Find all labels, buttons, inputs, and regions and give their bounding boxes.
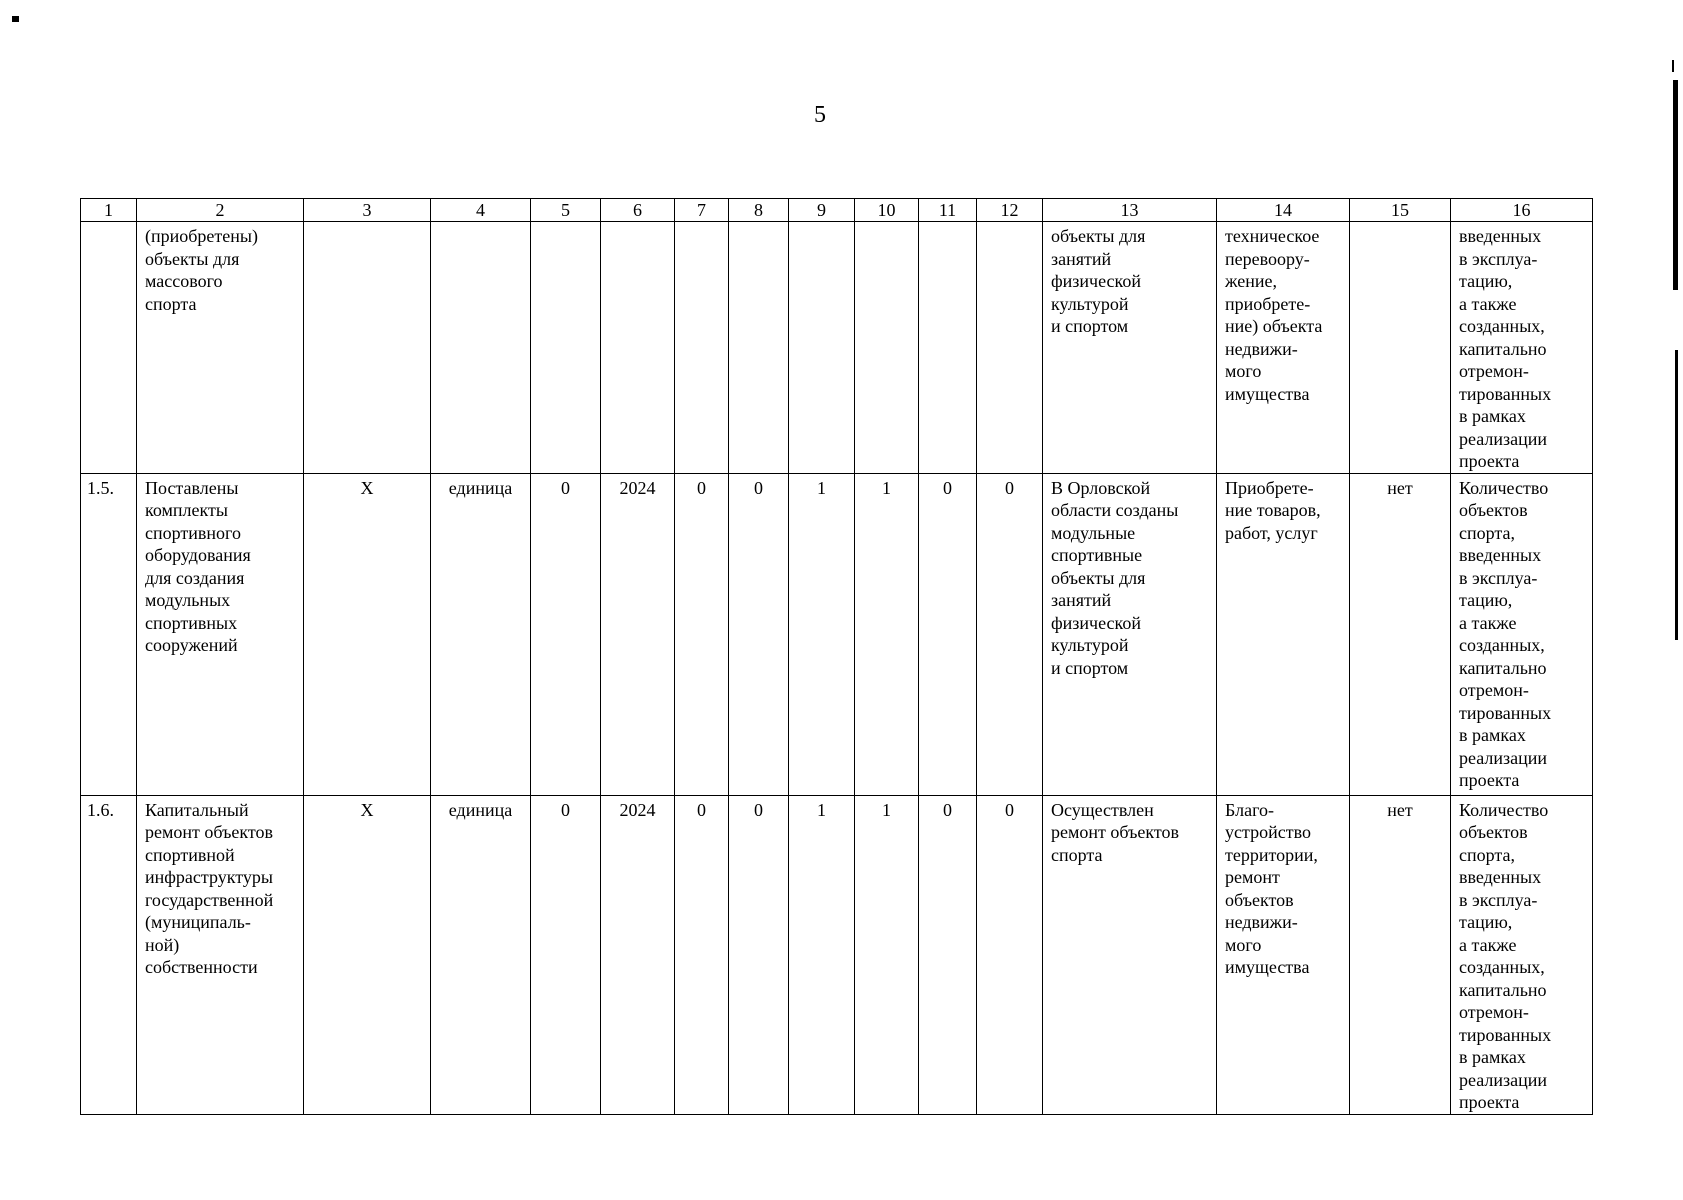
column-header: 3 bbox=[304, 199, 431, 222]
cell-col15 bbox=[1350, 222, 1451, 474]
cell-col9 bbox=[789, 222, 855, 474]
unit-cell: единица bbox=[431, 473, 531, 795]
cell-col11 bbox=[919, 222, 977, 474]
row-number: 1.5. bbox=[81, 473, 137, 795]
column-header: 6 bbox=[601, 199, 675, 222]
column-header: 4 bbox=[431, 199, 531, 222]
indicator-cell: Количество объектов спорта, введенных в эксплуа- тацию, а также созданных, капитально отремон- тированных в рамках реализации проекта bbox=[1451, 795, 1593, 1114]
row-number: 1.6. bbox=[81, 795, 137, 1114]
cell-col5 bbox=[531, 222, 601, 474]
cell-col10 bbox=[855, 222, 919, 474]
result-cell: В Орловской области созданы модульные спортивные объекты для занятий физической культурой и спортом bbox=[1043, 473, 1217, 795]
column-header: 15 bbox=[1350, 199, 1451, 222]
column-header: 11 bbox=[919, 199, 977, 222]
result-cell: Осуществлен ремонт объектов спорта bbox=[1043, 795, 1217, 1114]
type-cell: техническое перевоору- жение, приобрете- ние) объекта недвижи- мого имущества bbox=[1217, 222, 1350, 474]
cell-col8: 0 bbox=[729, 473, 789, 795]
column-header: 9 bbox=[789, 199, 855, 222]
type-cell: Благо- устройство территории, ремонт объектов недвижи- мого имущества bbox=[1217, 795, 1350, 1114]
column-header: 10 bbox=[855, 199, 919, 222]
cell-col9: 1 bbox=[789, 473, 855, 795]
type-cell: Приобрете- ние товаров, работ, услуг bbox=[1217, 473, 1350, 795]
cell-col7: 0 bbox=[675, 795, 729, 1114]
column-header: 1 bbox=[81, 199, 137, 222]
cell-col3: X bbox=[304, 795, 431, 1114]
item-name: Поставлены комплекты спортивного оборудования для создания модульных спортивных сооружений bbox=[137, 473, 304, 795]
cell-col6: 2024 bbox=[601, 795, 675, 1114]
cell-col11: 0 bbox=[919, 795, 977, 1114]
scan-mark-right-1 bbox=[1672, 60, 1674, 72]
unit-cell bbox=[431, 222, 531, 474]
cell-col15: нет bbox=[1350, 473, 1451, 795]
cell-col8: 0 bbox=[729, 795, 789, 1114]
scan-mark-top-left bbox=[12, 16, 19, 22]
unit-cell: единица bbox=[431, 795, 531, 1114]
cell-col12 bbox=[977, 222, 1043, 474]
cell-col9: 1 bbox=[789, 795, 855, 1114]
indicator-cell: Количество объектов спорта, введенных в эксплуа- тацию, а также созданных, капитально отремон- тированных в рамках реализации проекта bbox=[1451, 473, 1593, 795]
table-row bbox=[81, 795, 1593, 1114]
column-header: 2 bbox=[137, 199, 304, 222]
cell-col15: нет bbox=[1350, 795, 1451, 1114]
cell-col5: 0 bbox=[531, 473, 601, 795]
indicator-cell: введенных в эксплуа- тацию, а также созданных, капитально отремон- тированных в рамках реализации проекта bbox=[1451, 222, 1593, 474]
cell-col6 bbox=[601, 222, 675, 474]
cell-col10: 1 bbox=[855, 473, 919, 795]
column-header: 12 bbox=[977, 199, 1043, 222]
column-header: 16 bbox=[1451, 199, 1593, 222]
scan-mark-right-2 bbox=[1673, 80, 1678, 290]
cell-col11: 0 bbox=[919, 473, 977, 795]
scan-mark-right-3 bbox=[1675, 350, 1678, 640]
result-cell: объекты для занятий физической культурой и спортом bbox=[1043, 222, 1217, 474]
column-header: 13 bbox=[1043, 199, 1217, 222]
item-name: Капитальный ремонт объектов спортивной инфраструктуры государственной (муниципаль- ной) собственности bbox=[137, 795, 304, 1114]
cell-col8 bbox=[729, 222, 789, 474]
column-header: 5 bbox=[531, 199, 601, 222]
item-name: (приобретены) объекты для массового спорта bbox=[137, 222, 304, 474]
column-header-row bbox=[81, 199, 1593, 222]
cell-col6: 2024 bbox=[601, 473, 675, 795]
table-row bbox=[81, 473, 1593, 795]
cell-col7: 0 bbox=[675, 473, 729, 795]
cell-col7 bbox=[675, 222, 729, 474]
column-header: 7 bbox=[675, 199, 729, 222]
cell-col5: 0 bbox=[531, 795, 601, 1114]
cell-col12: 0 bbox=[977, 795, 1043, 1114]
cell-col3: X bbox=[304, 473, 431, 795]
cell-col12: 0 bbox=[977, 473, 1043, 795]
cell-col3 bbox=[304, 222, 431, 474]
page-number: 5 bbox=[814, 102, 826, 128]
cell-col10: 1 bbox=[855, 795, 919, 1114]
column-header: 8 bbox=[729, 199, 789, 222]
column-header: 14 bbox=[1217, 199, 1350, 222]
table-row bbox=[81, 222, 1593, 474]
plan-table bbox=[80, 198, 1593, 1115]
row-number bbox=[81, 222, 137, 474]
